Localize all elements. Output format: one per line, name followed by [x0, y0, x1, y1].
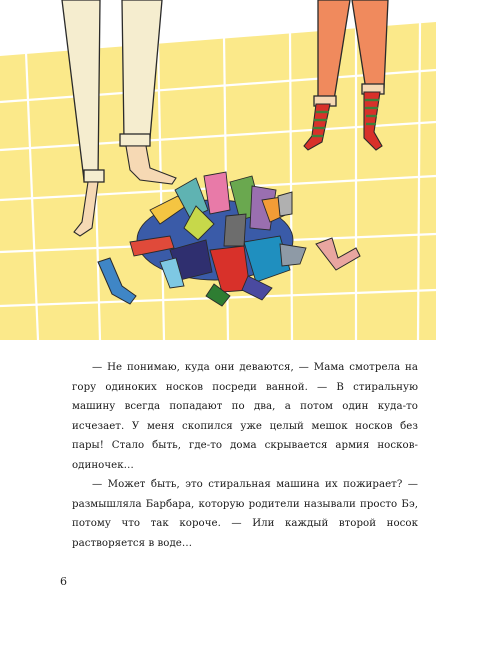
loose-sock-icon [278, 192, 292, 216]
sock-pile-illustration [0, 0, 436, 340]
story-text [72, 358, 418, 553]
illustration [0, 0, 436, 340]
paragraph: — Не понимаю, куда они деваются, — Мама смотрела на гору одиноких носков посреди ванной. — В стиральную машину всегда попадают по два, а потом один куда-то исчезает. У меня скопился уже целый мешок носков без пары! Стало быть, где-то дома скрывается армия носков-одиночек… [72, 362, 418, 471]
paragraph: — Может быть, это стиральная машина их пожирает? — размышляла Барбара, которую родители называли просто Бэ, потому что так короче. — Или каждый второй носок растворяется в воде… [72, 479, 418, 549]
page-number: 6 [60, 575, 67, 588]
